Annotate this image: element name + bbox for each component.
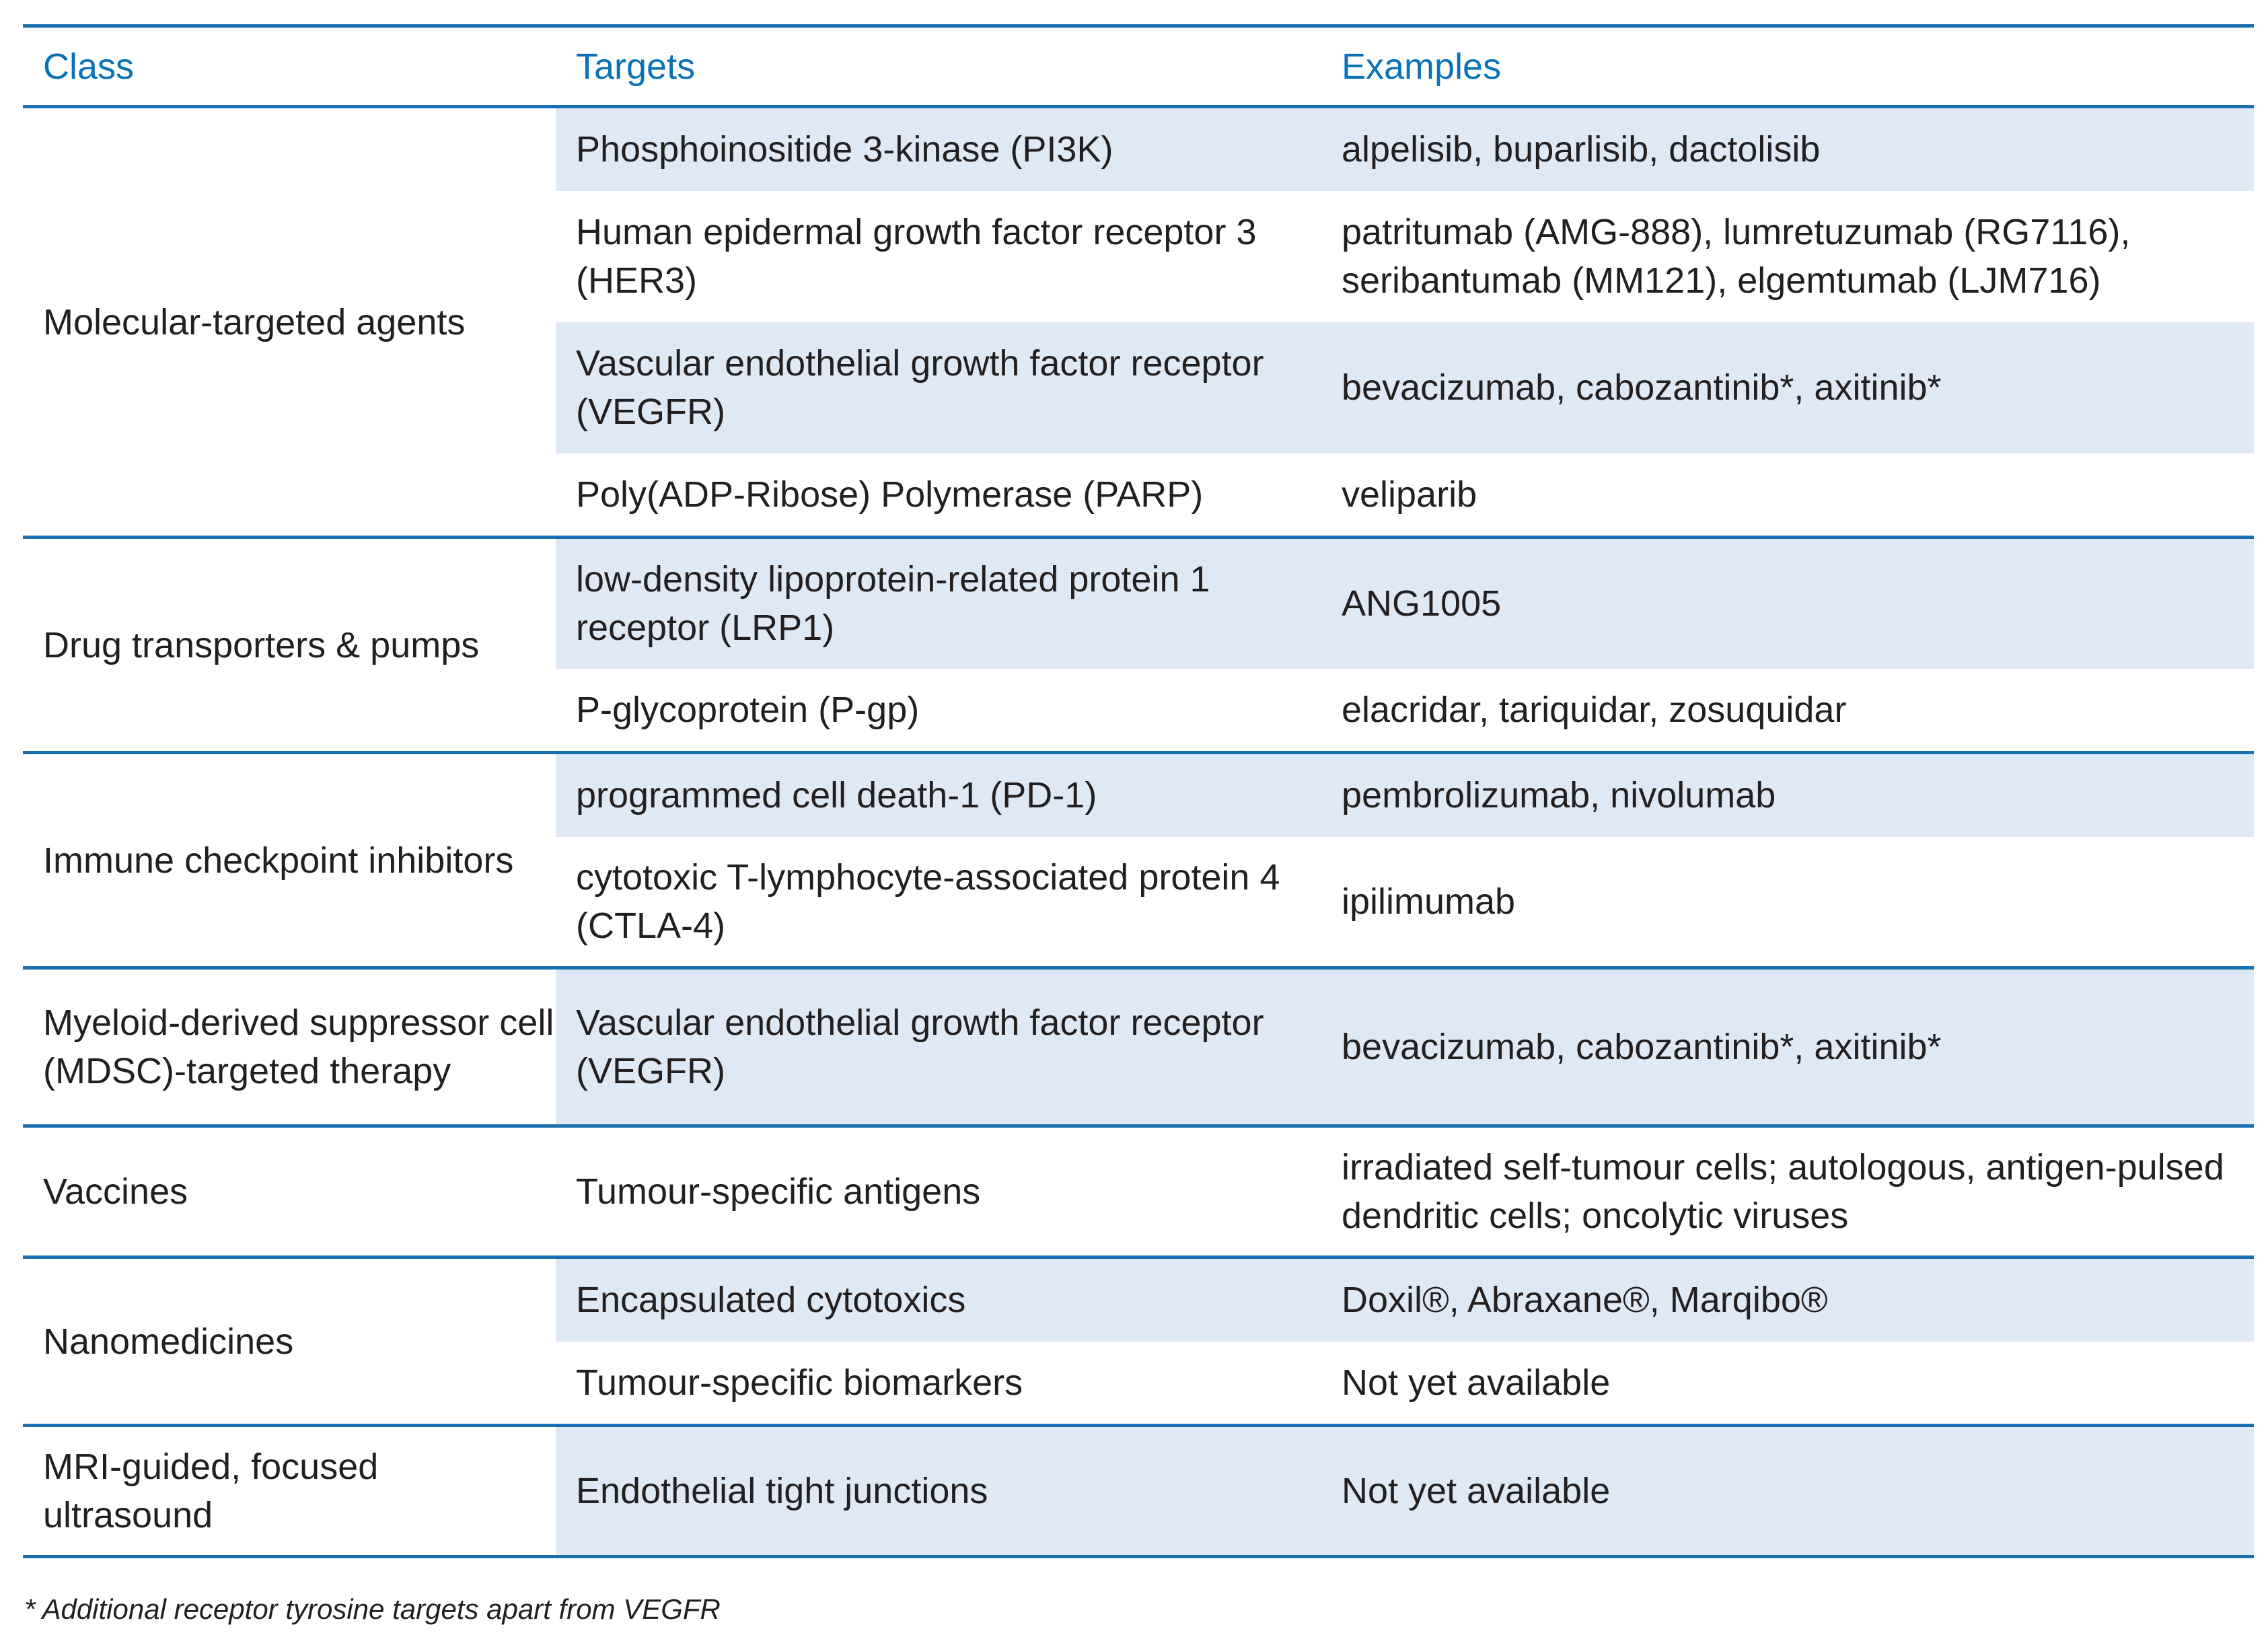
- examples-cell: Doxil®, Abraxane®, Marqibo®: [1321, 1258, 2254, 1342]
- examples-cell: elacridar, tariquidar, zosuquidar: [1321, 669, 2254, 753]
- target-cell: low-density lipoprotein-related protein 1 receptor (LRP1): [556, 538, 1321, 669]
- target-cell: Tumour-specific biomarkers: [556, 1342, 1321, 1426]
- target-cell: Phosphoinositide 3-kinase (PI3K): [556, 107, 1321, 191]
- table-row: [23, 753, 2254, 837]
- footnote: * Additional receptor tyrosine targets apart from VEGFR: [24, 1593, 721, 1625]
- target-cell: Vascular endothelial growth factor receptor (VEGFR): [556, 322, 1321, 453]
- table-header: [23, 26, 2254, 107]
- examples-cell: Not yet available: [1321, 1426, 2254, 1557]
- table-row: [23, 1426, 2254, 1557]
- examples-cell: bevacizumab, cabozantinib*, axitinib*: [1321, 968, 2254, 1126]
- class-cell: Nanomedicines: [23, 1258, 556, 1426]
- examples-cell: ipilimumab: [1321, 837, 2254, 968]
- examples-cell: ANG1005: [1321, 538, 2254, 669]
- target-cell: Tumour-specific antigens: [556, 1126, 1321, 1258]
- table-row: [23, 968, 2254, 1126]
- table-body: [23, 107, 2254, 1557]
- header-targets: Targets: [556, 26, 1321, 107]
- drug-classes-table: [23, 24, 2254, 1558]
- table-row: [23, 107, 2254, 191]
- target-cell: P-glycoprotein (P-gp): [556, 669, 1321, 753]
- examples-cell: bevacizumab, cabozantinib*, axitinib*: [1321, 322, 2254, 453]
- class-cell: Vaccines: [23, 1126, 556, 1258]
- table-row: [23, 1126, 2254, 1258]
- examples-cell: pembrolizumab, nivolumab: [1321, 753, 2254, 837]
- class-cell: MRI-guided, focused ultrasound: [23, 1426, 556, 1557]
- examples-cell: Not yet available: [1321, 1342, 2254, 1426]
- class-cell: Myeloid-derived suppressor cell (MDSC)-targeted therapy: [23, 968, 556, 1126]
- target-cell: Vascular endothelial growth factor receptor (VEGFR): [556, 968, 1321, 1126]
- header-examples: Examples: [1321, 26, 2254, 107]
- examples-cell: patritumab (AMG-888), lumretuzumab (RG7116), seribantumab (MM121), elgemtumab (LJM716): [1321, 191, 2254, 322]
- class-cell: Drug transporters & pumps: [23, 538, 556, 753]
- target-cell: cytotoxic T-lymphocyte-associated protein 4 (CTLA-4): [556, 837, 1321, 968]
- target-cell: Encapsulated cytotoxics: [556, 1258, 1321, 1342]
- target-cell: Poly(ADP-Ribose) Polymerase (PARP): [556, 453, 1321, 538]
- target-cell: Endothelial tight junctions: [556, 1426, 1321, 1557]
- examples-cell: veliparib: [1321, 453, 2254, 538]
- examples-cell: alpelisib, buparlisib, dactolisib: [1321, 107, 2254, 191]
- class-cell: Immune checkpoint inhibitors: [23, 753, 556, 968]
- class-cell: Molecular-targeted agents: [23, 107, 556, 538]
- header-row: [23, 26, 2254, 107]
- table-row: [23, 1258, 2254, 1342]
- header-class: Class: [23, 26, 556, 107]
- drug-classes-table-container: [23, 24, 2254, 1558]
- table-row: [23, 538, 2254, 669]
- target-cell: Human epidermal growth factor receptor 3 (HER3): [556, 191, 1321, 322]
- target-cell: programmed cell death-1 (PD-1): [556, 753, 1321, 837]
- examples-cell: irradiated self-tumour cells; autologous, antigen-pulsed dendritic cells; oncolytic viruses: [1321, 1126, 2254, 1258]
